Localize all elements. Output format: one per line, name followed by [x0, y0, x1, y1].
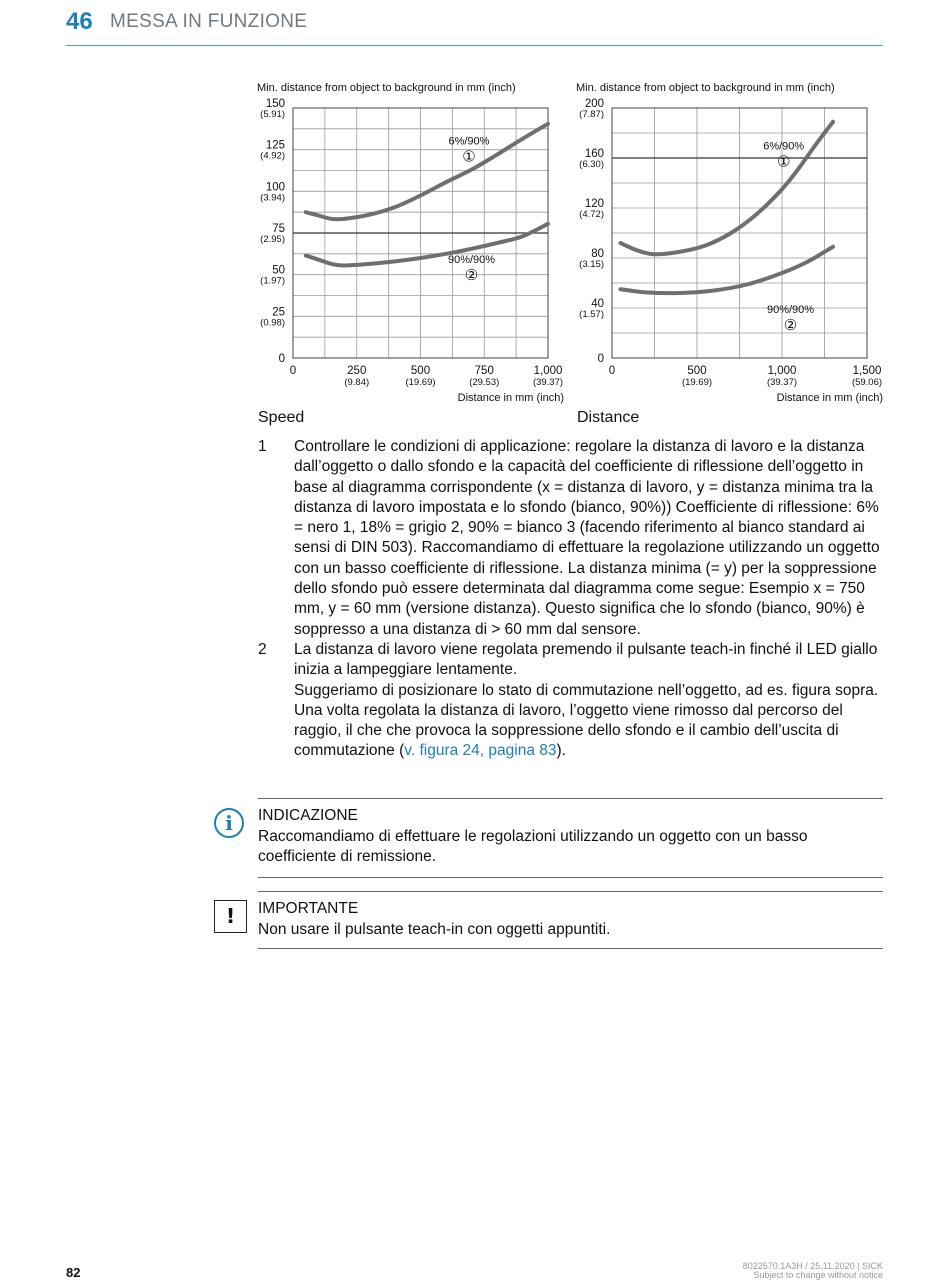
y-tick-label: 25 [272, 306, 285, 319]
series-label-1: 6%/90% [763, 140, 805, 153]
series-label-1: 6%/90% [448, 135, 490, 148]
y-tick-inch-label: (5.91) [260, 109, 285, 120]
y-tick-label: 40 [591, 298, 604, 310]
document-id: 8022570.1A3H / 25.11.2020 | SICK [742, 1261, 883, 1271]
step-2 [258, 640, 888, 762]
disclaimer: Subject to change without notice [753, 1270, 883, 1280]
y-tick-label: 200 [584, 98, 604, 110]
y-tick-inch-label: (2.95) [260, 234, 285, 245]
info-notice [258, 798, 883, 878]
x-tick-inch-label: (9.84) [344, 377, 370, 388]
x-axis-label: Distance in mm (inch) [457, 392, 564, 404]
step-text-continued [294, 681, 888, 762]
y-tick-inch-label: (3.15) [579, 259, 604, 270]
y-tick-label: 125 [265, 139, 285, 152]
warning-icon: ! [214, 900, 247, 933]
y-tick-label: 160 [584, 148, 604, 160]
step-text: Controllare le condizioni di applicazione: regolare la distanza di lavoro e la distanza dall’oggetto o dallo sfondo e la capacità del coefficiente di riflessione dell’oggetto in base al diagramma corrispondente (x = distanza di lavoro, y = distanza minima tra la distanza di lavoro impostata e lo sfondo (bianco, 90%)) Coefficiente di riflessione: 6% = nero 1, 18% = grigio 2, 90% = bianco 3 (facendo riferimento al bianco standard ai sensi di DIN 503). Raccomandiamo di effettuare la regolazione utilizzando un oggetto con un basso coefficiente di riflessione. La distanza minima (= y) per la soppressione dello sfondo può essere determinata dal diagramma come segue: Esempio x = 750 mm, y = 60 mm (versione distanza). Questo significa che lo sfondo (bianco, 90%) è soppresso a una distanza di > 60 mm dal sensore. [294, 438, 880, 638]
x-tick-label: 500 [687, 365, 707, 377]
series-line-2 [306, 224, 548, 266]
y-tick-inch-label: (4.72) [579, 209, 604, 220]
step-number: 1 [258, 438, 267, 455]
y-tick-inch-label: (1.57) [579, 309, 604, 320]
x-tick-label: 0 [289, 365, 297, 377]
x-tick-label: 500 [410, 365, 431, 377]
y-tick-label: 120 [584, 198, 604, 210]
y-tick-label: 100 [265, 181, 285, 194]
x-tick-label: 750 [474, 365, 494, 377]
y-tick-inch-label: (3.94) [260, 192, 285, 204]
important-notice-body: Non usare il pulsante teach-in con oggetti appuntiti. [258, 920, 611, 938]
x-tick-inch-label: (59.06) [851, 377, 883, 388]
y-axis-label: Min. distance from object to background in mm (inch) [576, 82, 835, 94]
y-tick-label: 150 [265, 98, 285, 110]
y-tick-label: 0 [597, 353, 604, 365]
series-marker-1: ① [462, 147, 476, 166]
page-header [66, 8, 883, 46]
y-tick-inch-label: (1.97) [260, 275, 285, 287]
x-tick-label: 250 [347, 365, 367, 377]
speed-chart-svg [257, 78, 577, 408]
figure-reference-link[interactable]: v. figura 24, pagina 83 [404, 742, 557, 760]
step-text-suffix: ). [556, 742, 566, 760]
chapter-title: MESSA IN FUNZIONE [110, 11, 308, 32]
distance-chart-caption: Distance [577, 409, 640, 426]
y-axis-label: Min. distance from object to background in mm (inch) [257, 82, 516, 94]
y-tick-inch-label: (7.87) [579, 109, 604, 120]
series-line-1 [306, 124, 548, 219]
instruction-steps [258, 437, 888, 762]
y-tick-inch-label: (6.30) [579, 159, 604, 170]
page-number: 82 [66, 1265, 81, 1280]
series-marker-1: ① [776, 152, 791, 171]
x-tick-inch-label: (19.69) [681, 377, 713, 388]
x-tick-label: 1,000 [533, 365, 563, 377]
x-tick-inch-label: (39.37) [532, 377, 564, 388]
step-1 [258, 437, 888, 640]
x-axis-label: Distance in mm (inch) [776, 392, 883, 404]
info-notice-title: INDICAZIONE [258, 807, 358, 824]
footer-info [743, 1262, 883, 1280]
important-notice [258, 891, 883, 949]
step-number: 2 [258, 640, 267, 658]
series-label-2: 90%/90% [447, 254, 496, 266]
series-marker-2: ② [783, 316, 798, 334]
y-tick-label: 75 [272, 223, 285, 235]
info-icon: i [214, 808, 244, 838]
x-tick-label: 1,000 [767, 365, 797, 377]
y-tick-inch-label: (0.98) [260, 317, 285, 329]
x-tick-label: 0 [608, 365, 616, 377]
chapter-number: 46 [66, 8, 93, 35]
x-tick-label: 1,500 [852, 365, 882, 377]
x-tick-inch-label: (39.37) [766, 377, 798, 388]
series-label-2: 90%/90% [766, 304, 815, 316]
y-tick-label: 80 [591, 248, 604, 260]
x-tick-inch-label: (19.69) [405, 377, 436, 388]
step-text-prefix: Suggeriamo di posizionare lo stato di commutazione nell’oggetto, ad es. figura sopra. Una volta regolata la distanza di lavoro, l’oggetto viene rimosso dal percorso del raggio, il che che provoca la soppressione dello sfondo e il cambio dell’uscita di commutazione ( [294, 681, 879, 760]
x-tick-inch-label: (29.53) [469, 377, 500, 388]
y-tick-label: 50 [272, 264, 285, 277]
important-notice-title: IMPORTANTE [258, 900, 359, 917]
y-tick-inch-label: (4.92) [260, 150, 285, 162]
series-marker-2: ② [464, 266, 479, 284]
distance-chart [576, 78, 896, 408]
info-notice-body: Raccomandiamo di effettuare le regolazioni utilizzando un oggetto con un basso coefficiente di remissione. [258, 827, 808, 865]
step-text: La distanza di lavoro viene regolata premendo il pulsante teach-in finché il LED giallo inizia a lampeggiare lentamente. [294, 640, 878, 679]
y-tick-label: 0 [278, 353, 285, 365]
speed-chart [257, 78, 577, 408]
distance-chart-svg [576, 78, 896, 408]
speed-chart-caption: Speed [258, 409, 305, 426]
